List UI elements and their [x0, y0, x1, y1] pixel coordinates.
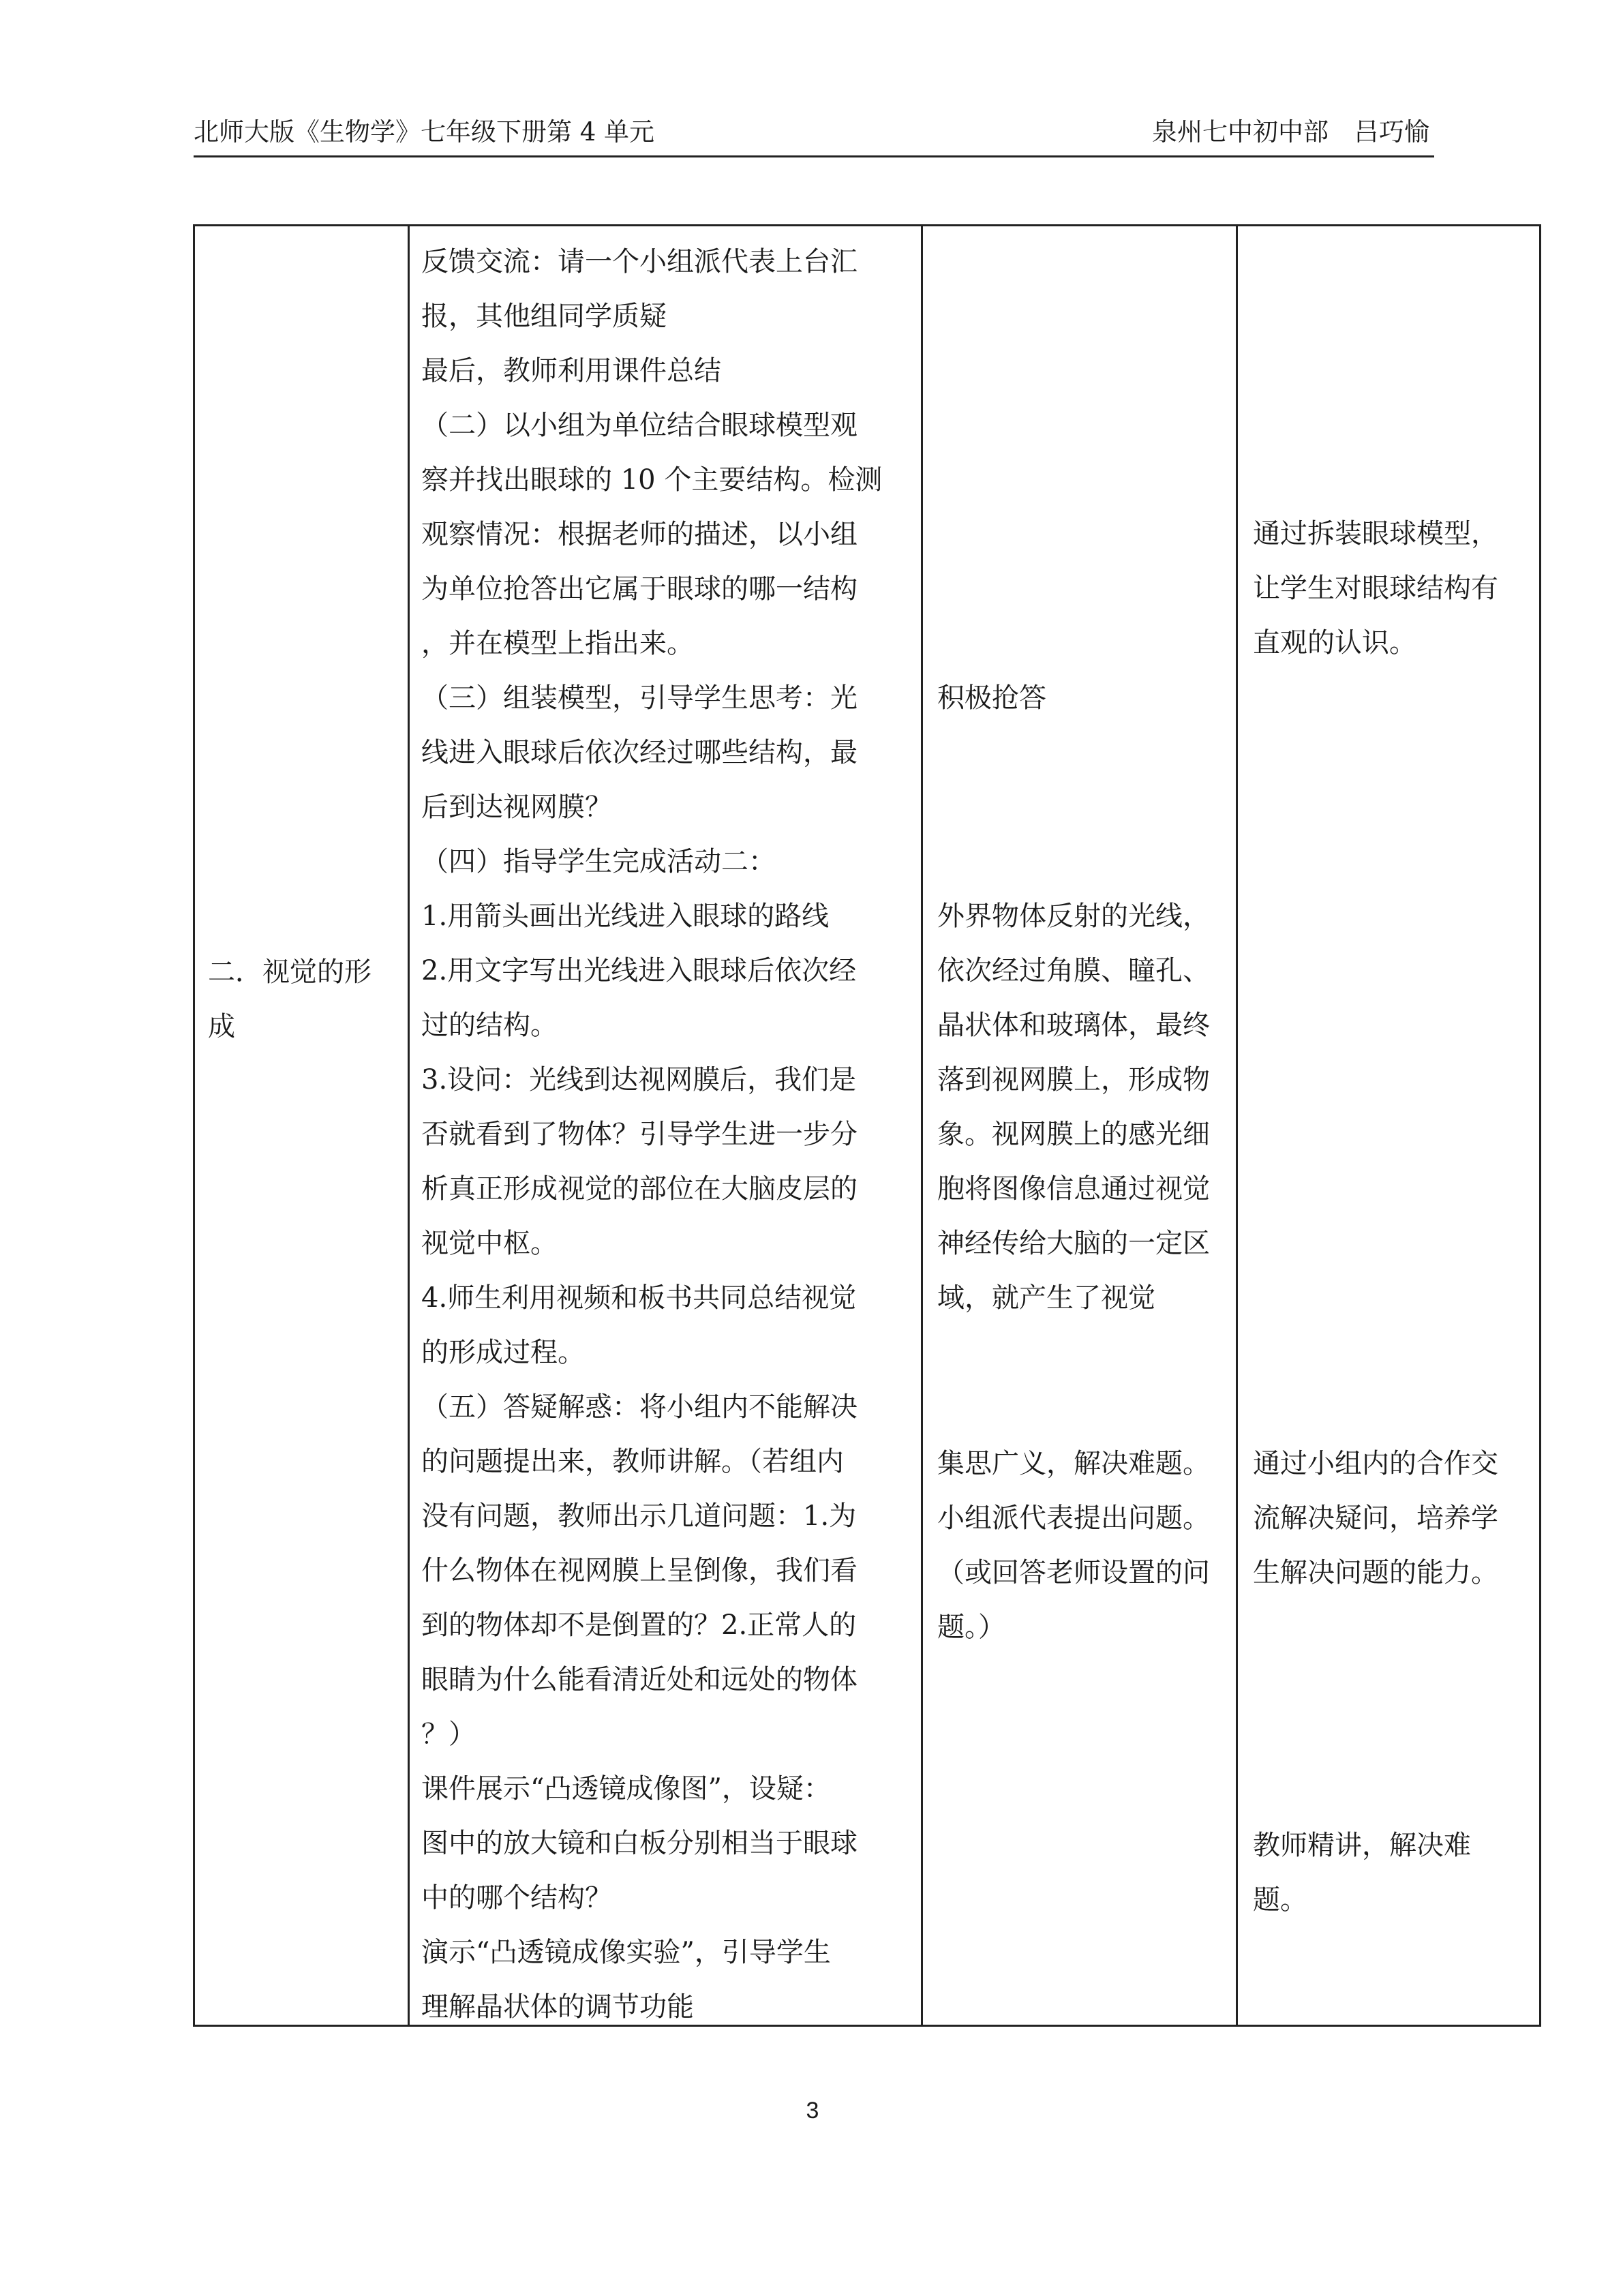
teacher-line: ，并在模型上指出来。 — [421, 628, 694, 659]
teacher-line: 报，其他组同学质疑 — [421, 301, 667, 332]
page-number: 3 — [806, 2098, 819, 2124]
design-intent-explain — [1253, 1818, 1471, 1927]
teacher-line: 为单位抢答出它属于眼球的哪一结构 — [421, 573, 858, 605]
student-line: 落到视网膜上，形成物 — [937, 1064, 1210, 1096]
design-intent-cooperation — [1253, 1436, 1498, 1600]
student-line: 胞将图像信息通过视觉 — [937, 1173, 1210, 1205]
teacher-line: 理解晶状体的调节功能 — [421, 1991, 694, 2023]
teacher-line: 线进入眼球后依次经过哪些结构，最 — [421, 737, 858, 768]
teacher-line: 中的哪个结构？ — [421, 1882, 612, 1914]
teacher-line: 到的物体却不是倒置的？2.正常人的 — [421, 1610, 857, 1641]
student-line: 外界物体反射的光线， — [937, 901, 1210, 932]
teacher-line: 析真正形成视觉的部位在大脑皮层的 — [421, 1173, 858, 1205]
stage-line: 二．视觉的形 — [208, 956, 371, 988]
column-divider — [408, 226, 410, 2025]
student-line: 象。视网膜上的感光细 — [937, 1119, 1210, 1150]
student-line: 题。） — [937, 1612, 1005, 1643]
teacher-line: 演示“凸透镜成像实验”，引导学生 — [421, 1937, 831, 1968]
stage-line: 成 — [208, 1011, 235, 1042]
teacher-line: 4.师生利用视频和板书共同总结视觉 — [421, 1282, 857, 1314]
teacher-line: 的问题提出来，教师讲解。（若组内 — [421, 1446, 844, 1477]
teacher-line: 的形成过程。 — [421, 1337, 585, 1368]
teacher-activity-cell — [421, 235, 882, 2034]
teacher-line: 察并找出眼球的 10 个主要结构。检测 — [421, 464, 883, 496]
teacher-line: 否就看到了物体？引导学生进一步分 — [421, 1119, 858, 1150]
teacher-line: （四）指导学生完成活动二： — [421, 846, 776, 877]
teacher-line: 2.用文字写出光线进入眼球后依次经 — [421, 955, 857, 986]
intent-line: 通过拆装眼球模型， — [1253, 518, 1498, 549]
teacher-line: （二）以小组为单位结合眼球模型观 — [421, 410, 858, 441]
teacher-line: 1.用箭头画出光线进入眼球的路线 — [421, 901, 830, 932]
header-right: 泉州七中初中部 吕巧愉 — [1152, 117, 1429, 147]
teacher-line: 课件展示“凸透镜成像图”，设疑： — [421, 1773, 831, 1804]
intent-line: 通过小组内的合作交 — [1253, 1448, 1498, 1479]
teacher-line: 最后，教师利用课件总结 — [421, 355, 721, 387]
intent-line: 生解决问题的能力。 — [1253, 1557, 1498, 1588]
teacher-line: 图中的放大镜和白板分别相当于眼球 — [421, 1828, 858, 1859]
teacher-line: 反馈交流：请一个小组派代表上台汇 — [421, 246, 858, 277]
teacher-line: 眼睛为什么能看清近处和远处的物体 — [421, 1664, 858, 1695]
column-divider — [921, 226, 923, 2025]
student-activity-questions — [937, 1436, 1210, 1655]
student-activity-answer — [937, 671, 1046, 725]
student-line: 神经传给大脑的一定区 — [937, 1228, 1210, 1259]
design-intent-model — [1253, 507, 1498, 670]
header-rule — [194, 155, 1434, 157]
student-line: 积极抢答 — [937, 682, 1046, 714]
student-line: 集思广义，解决难题。 — [937, 1448, 1210, 1479]
teacher-line: ？） — [421, 1719, 476, 1750]
teacher-line: 没有问题，教师出示几道问题：1.为 — [421, 1500, 857, 1532]
intent-line: 题。 — [1253, 1884, 1307, 1916]
student-line: 小组派代表提出问题。 — [937, 1502, 1210, 1534]
header-left: 北师大版《生物学》七年级下册第 4 单元 — [194, 117, 655, 147]
student-line: 域，就产生了视觉 — [937, 1282, 1155, 1314]
teacher-line: 视觉中枢。 — [421, 1228, 558, 1259]
teacher-line: 观察情况：根据老师的描述，以小组 — [421, 519, 858, 550]
teacher-line: 过的结构。 — [421, 1010, 558, 1041]
teacher-line: （三）组装模型，引导学生思考：光 — [421, 682, 858, 714]
student-line: （或回答老师设置的问 — [937, 1557, 1210, 1588]
student-activity-vision — [937, 889, 1210, 1325]
column-divider — [1236, 226, 1238, 2025]
intent-line: 直观的认识。 — [1253, 627, 1416, 659]
lesson-table — [193, 224, 1541, 2027]
stage-cell — [208, 945, 371, 1054]
teacher-line: 什么物体在视网膜上呈倒像，我们看 — [421, 1555, 858, 1586]
intent-line: 让学生对眼球结构有 — [1253, 573, 1498, 604]
teacher-line: 后到达视网膜？ — [421, 791, 612, 823]
intent-line: 流解决疑问，培养学 — [1253, 1502, 1498, 1534]
intent-line: 教师精讲，解决难 — [1253, 1830, 1471, 1861]
student-line: 依次经过角膜、瞳孔、 — [937, 955, 1210, 986]
student-line: 晶状体和玻璃体，最终 — [937, 1010, 1210, 1041]
teacher-line: 3.设问：光线到达视网膜后，我们是 — [421, 1064, 857, 1096]
teacher-line: （五）答疑解惑：将小组内不能解决 — [421, 1391, 858, 1423]
